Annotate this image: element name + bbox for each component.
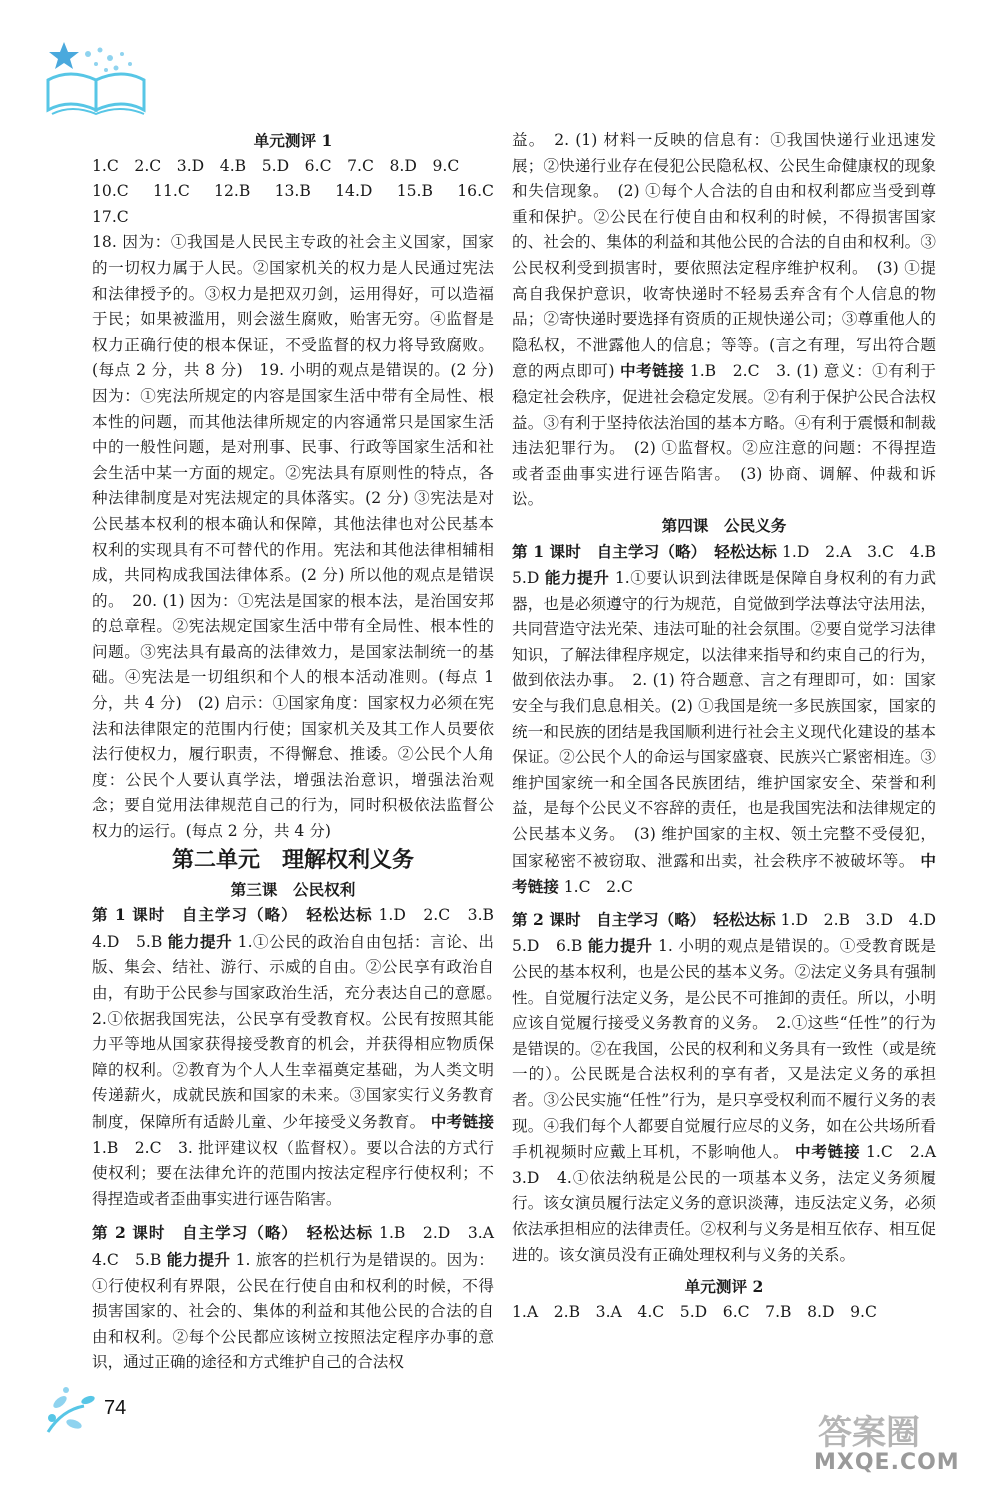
- page-number: 74: [104, 1397, 127, 1419]
- svg-text:答案圈: 答案圈: [818, 1413, 920, 1453]
- unit-test-1-heading: 单元测评 1: [253, 131, 333, 150]
- ability-label: 能力提升: [166, 1249, 231, 1269]
- unit-test-1-essay: 18. 因为：①我国是人民民主专政的社会主义国家，国家的一切权力属于人民。②国家机关的权力是人民通过宪法和法律授予的。③权力是把双刃剑，运用得好，可以造福于民；如果被滥用，则会滋生腐败，贻害无穷。④监督是权力正确行使的根本保证，不受监督的权力将导致腐败。(每点 2 分，共 8 分) 19. 小明的观点是错误的。(2 分) 因为：①宪法所规定的内容是国家生活中带有全局性、根本性的问题，而其他法律所规定的内容通常只是国家生活中的一般性问题，是对刑事、民事、行政等国家生活和社会生活中某一方面的规定。②宪法具有原则性的特点，各种法律制度是对宪法规定的具体落实。(2 分) ③宪法是对公民基本权利的根本确认和保障，其他法律也对公民基本权利的实现具有不可替代的作用。宪法和其他法律相辅相成，共同构成我国法律体系。(2 分) 所以他的观点是错误的。 20. (1) 因为：①宪法是国家的根本法，是治国安邦的总章程。②宪法规定国家生活中带有全局性、根本性的问题。③宪法具有最高的法律效力，是国家法制统一的基础。④宪法是一切组织和个人的根本活动准则。(每点 1 分，共 4 分) (2) 启示：①国家角度：国家权力必须在宪法和法律限定的范围内行使；国家机关及其工作人员要依法行使权力，履行职责，不得懈怠、推诿。②公民个人角度：公民个人要认真学法，增强法治意识，增强法治观念；要自觉用法律规范自己的行为，同时积极依法监督公权力的运行。(每点 2 分，共 4 分): [92, 233, 494, 841]
- exam-link-answers: 1.C 2.A 3.D 4.①依法纳税是公民的一项基本义务，法定义务须履行。该女演员履行法定义务的意识淡薄，违反法定义务，必须依法承担相应的法律责任。②权利与义务是相互依存、相互促进的。该女演员没有正确处理权利与义务的关系。: [512, 1143, 952, 1264]
- unit-test-1-answers-row2: 10.C 11.C 12.B 13.B 14.D 15.B 16.C 17.C: [92, 182, 510, 226]
- period-2-heading: 第 2 课时 自主学习（略） 轻松达标: [512, 909, 776, 929]
- exam-link-answers: 1.B 2.C 3. (1) 意义：①有利于稳定社会秩序，促进社会稳定发展。②有利于保护公民合法权益。③有利于坚持依法治国的基本方略。④有利于震慑和制裁违法犯罪行为。 (2) ①监督权。②应注意的问题：不得捏造或者歪曲事实进行诬告陷害。 (3) 协商、调解、仲裁和诉讼。: [512, 362, 936, 509]
- lesson-3-period-2: [92, 1220, 510, 1376]
- book-stars-logo: [40, 40, 158, 120]
- exam-link-answers: 1.C 2.C: [563, 878, 633, 897]
- ability-answers: 1.①公民的政治自由包括：言论、出版、集会、结社、游行、示威的自由。②公民享有政治自由，有助于公民参与国家政治生活，充分表达自己的意愿。 2.①依据我国宪法，公民享有受教育权。公民有按照其能力平等地从国家获得接受教育的机会，并获得相应物质保障的权利。②教育为个人人生幸福奠定基础，为人类文明传递薪火，成就民族和国家的未来。③国家实行义务教育制度，保障所有适龄儿童、少年接受义务教育。: [92, 932, 510, 1131]
- lesson-4-title: 第四课 公民义务: [661, 515, 787, 535]
- exam-link-label: 中考链接: [620, 361, 685, 381]
- ability-label: 能力提升: [544, 568, 610, 588]
- ability-answers: 1.①要认识到法律既是保障自身权利的有力武器，也是必须遵守的行为规范，自觉做到学法尊法守法用法，共同营造守法光荣、违法可耻的社会氛围。②要自觉学习法律知识，了解法律程序规定，以法律来指导和约束自己的行为，做到依法办事。 2. (1) 符合题意、言之有理即可，如：国家安全与我们息息相关。(2) ①我国是统一多民族国家，国家的统一和民族的团结是我国顺利进行社会主义现代化建设的基本保证。②公民个人的命运与国家盛衰、民族兴亡紧密相连。③维护国家统一和全国各民族团结，维护国家安全、荣誉和利益，是每个公民义不容辞的责任，也是我国宪法和法律规定的公民基本义务。 (3) 维护国家的主权、领土完整不受侵犯，国家秘密不被窃取、泄露和出卖，社会秩序不被破坏等。: [512, 569, 936, 870]
- right-column: [512, 128, 952, 1325]
- period-1-heading: 第 1 课时 自主学习（略） 轻松达标: [92, 905, 373, 925]
- ability-answers: 1. 旅客的拦机行为是错误的。因为：①行使权利有界限，公民在行使自由和权利的时候，不得损害国家的、社会的、集体的利益和其他公民的合法的自由和权利。②每个公民都应该树立按照法定程序办事的意识，通过正确的途径和方式维护自己的合法权: [92, 1250, 494, 1372]
- open-book-stars-icon: [40, 40, 158, 120]
- continued-answers: [512, 128, 936, 513]
- left-column: [92, 128, 510, 1376]
- lesson-3-period-1: [92, 902, 510, 1212]
- unit-test-2-answers: 1.A 2.B 3.A 4.C 5.D 6.C 7.B 8.D 9.C: [512, 1302, 877, 1321]
- unit-test-1-answers-row1: 1.C 2.C 3.D 4.B 5.D 6.C 7.C 8.D 9.C: [92, 156, 460, 175]
- exam-link-label: 中考链接: [512, 850, 936, 897]
- exam-link-label: 中考链接: [795, 1142, 861, 1162]
- unit-2-title: 第二单元 理解权利义务: [171, 847, 414, 873]
- lesson-3-title: 第三课 公民权利: [230, 879, 356, 899]
- lesson-4-period-1: [512, 539, 952, 901]
- period-2-answers: 1.B 2.D 3.A 4.C 5.B: [92, 1224, 510, 1269]
- ability-label: 能力提升: [587, 936, 653, 956]
- exam-link-label: 中考链接: [430, 1111, 494, 1131]
- exam-link-answers: 1.B 2.C 3. 批评建议权（监督权）。要以合法的方式行使权利；要在法律允许的范围内按法定程序行使权利；不得捏造或者歪曲事实进行诬告陷害。: [92, 1138, 494, 1208]
- period-1-heading: 第 1 课时 自主学习（略） 轻松达标: [512, 541, 777, 561]
- lesson-4-period-2: [512, 907, 952, 1268]
- unit-test-2-heading: 单元测评 2: [684, 1277, 764, 1297]
- watermark-logo: [808, 1406, 988, 1454]
- footer-decoration: [40, 1380, 110, 1440]
- ability-answers: 1. 小明的观点是错误的。①受教育既是公民的基本权利，也是公民的基本义务。②法定义务具有强制性。自觉履行法定义务，是公民不可推卸的责任。所以，小明应该自觉履行接受义务教育的义务。 2.①这些“任性”的行为是错误的。②在我国，公民的权利和义务具有一致性（或是统一的）。公民既是合法权利的享有者，又是法定义务的承担者。③公民实施“任性”行为，是只享受权利而不履行义务的表现。④我们每个人都要自觉履行应尽的义务，如在公共场所看手机视频时应戴上耳机，不影响他人。: [512, 937, 936, 1162]
- watermark-text: MXQE.COM: [814, 1450, 960, 1475]
- snowflake-leaf-icon: [40, 1380, 110, 1440]
- period-1-answers: 1.D 2.C 3.B 4.D 5.B: [92, 906, 510, 951]
- watermark: [808, 1406, 988, 1478]
- continued-text: 益。 2. (1) 材料一反映的信息有：①我国快递行业迅速发展；②快递行业存在侵犯公民隐私权、公民生命健康权的现象和失信现象。 (2) ①每个人合法的自由和权利都应当受到尊重和保护。②公民在行使自由和权利的时候，不得损害国家的、社会的、集体的利益和其他公民的合法的自由和权利。③公民权利受到损害时，要依照法定程序维护权利。 (3) ①提高自我保护意识，收寄快递时不轻易丢弃含有个人信息的物品；②寄快递时要选择有资质的正规快递公司；③尊重他人的隐私权，不泄露他人的信息；等等。(言之有理，写出符合题意的两点即可): [512, 131, 936, 381]
- ability-label: 能力提升: [167, 931, 233, 951]
- period-2-heading: 第 2 课时 自主学习（略） 轻松达标: [92, 1223, 374, 1243]
- period-1-answers: 1.D 2.A 3.C 4.B 5.D: [512, 542, 952, 588]
- period-2-answers: 1.D 2.B 3.D 4.D 5.D 6.B: [512, 910, 952, 956]
